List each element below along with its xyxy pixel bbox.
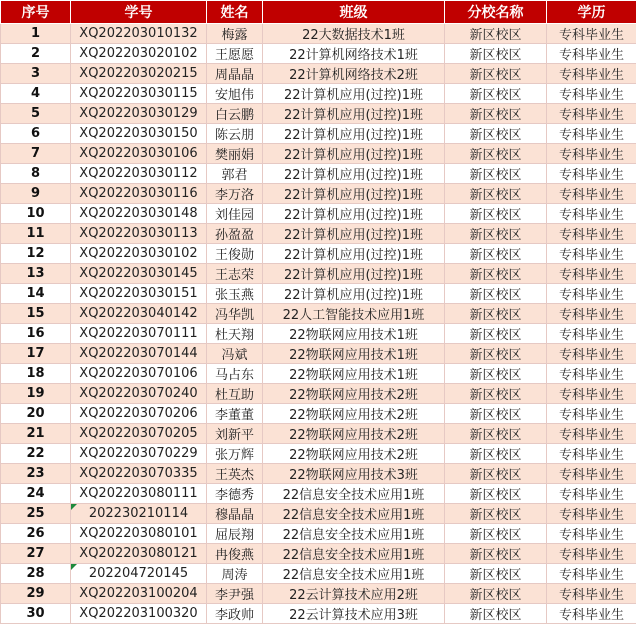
- cell-campus[interactable]: 新区校区: [445, 224, 547, 244]
- cell-campus[interactable]: 新区校区: [445, 484, 547, 504]
- cell-education[interactable]: 专科毕业生: [547, 84, 636, 104]
- cell-no[interactable]: 28: [1, 564, 71, 584]
- cell-campus[interactable]: 新区校区: [445, 604, 547, 624]
- cell-name[interactable]: 李万洛: [207, 184, 263, 204]
- header-row: [1, 1, 636, 24]
- cell-campus[interactable]: 新区校区: [445, 184, 547, 204]
- table-body: [1, 24, 636, 624]
- cell-campus[interactable]: 新区校区: [445, 324, 547, 344]
- table-row[interactable]: [1, 484, 636, 504]
- cell-class[interactable]: 22物联网应用技术2班: [263, 444, 445, 464]
- table-row[interactable]: [1, 224, 636, 244]
- cell-education[interactable]: 专科毕业生: [547, 104, 636, 124]
- cell-name[interactable]: 马占东: [207, 364, 263, 384]
- cell-no[interactable]: 27: [1, 544, 71, 564]
- table-row[interactable]: [1, 344, 636, 364]
- cell-name[interactable]: 陈云朋: [207, 124, 263, 144]
- table-row[interactable]: [1, 404, 636, 424]
- cell-campus[interactable]: 新区校区: [445, 104, 547, 124]
- cell-campus[interactable]: 新区校区: [445, 444, 547, 464]
- table-header: [1, 1, 636, 24]
- cell-education[interactable]: 专科毕业生: [547, 64, 636, 84]
- cell-education[interactable]: 专科毕业生: [547, 384, 636, 404]
- cell-student-id[interactable]: XQ202203080111: [71, 484, 207, 504]
- cell-education[interactable]: 专科毕业生: [547, 24, 636, 44]
- cell-name[interactable]: 刘佳园: [207, 204, 263, 224]
- table-row[interactable]: [1, 244, 636, 264]
- cell-education[interactable]: 专科毕业生: [547, 284, 636, 304]
- table-row[interactable]: [1, 504, 636, 524]
- cell-no[interactable]: 6: [1, 124, 71, 144]
- table-row[interactable]: [1, 44, 636, 64]
- cell-text: 202204720145: [88, 566, 189, 581]
- table-row[interactable]: [1, 264, 636, 284]
- cell-student-id[interactable]: XQ202203040142: [71, 304, 207, 324]
- cell-student-id[interactable]: XQ202203030148: [71, 204, 207, 224]
- cell-student-id[interactable]: XQ202203100320: [71, 604, 207, 624]
- cell-student-id[interactable]: XQ202203030151: [71, 284, 207, 304]
- cell-name[interactable]: 冯斌: [207, 344, 263, 364]
- table-row[interactable]: [1, 84, 636, 104]
- cell-no[interactable]: 10: [1, 204, 71, 224]
- cell-name[interactable]: 李董董: [207, 404, 263, 424]
- cell-no[interactable]: 23: [1, 464, 71, 484]
- cell-name[interactable]: 孙盈盈: [207, 224, 263, 244]
- cell-campus[interactable]: 新区校区: [445, 124, 547, 144]
- table-row[interactable]: [1, 424, 636, 444]
- cell-class[interactable]: 22物联网应用技术1班: [263, 344, 445, 364]
- table-row[interactable]: [1, 444, 636, 464]
- cell-student-id[interactable]: XQ202203030102: [71, 244, 207, 264]
- cell-campus[interactable]: 新区校区: [445, 584, 547, 604]
- cell-campus[interactable]: 新区校区: [445, 284, 547, 304]
- table-row[interactable]: [1, 384, 636, 404]
- cell-name[interactable]: 梅露: [207, 24, 263, 44]
- table-row[interactable]: [1, 284, 636, 304]
- table-row[interactable]: [1, 24, 636, 44]
- cell-education[interactable]: 专科毕业生: [547, 424, 636, 444]
- cell-student-id[interactable]: XQ202203080121: [71, 544, 207, 564]
- cell-class[interactable]: 22信息安全技术应用1班: [263, 484, 445, 504]
- cell-student-id[interactable]: XQ202203070144: [71, 344, 207, 364]
- cell-no[interactable]: 25: [1, 504, 71, 524]
- cell-class[interactable]: 22物联网应用技术2班: [263, 424, 445, 444]
- table-row[interactable]: [1, 564, 636, 584]
- cell-student-id[interactable]: XQ202203030115: [71, 84, 207, 104]
- cell-name[interactable]: 屈辰翔: [207, 524, 263, 544]
- cell-name[interactable]: 李政帅: [207, 604, 263, 624]
- cell-campus[interactable]: 新区校区: [445, 164, 547, 184]
- cell-education[interactable]: 专科毕业生: [547, 504, 636, 524]
- cell-campus[interactable]: 新区校区: [445, 64, 547, 84]
- cell-student-id[interactable]: XQ202203070205: [71, 424, 207, 444]
- error-indicator-icon: [71, 564, 77, 570]
- cell-campus[interactable]: 新区校区: [445, 424, 547, 444]
- cell-name[interactable]: 穆晶晶: [207, 504, 263, 524]
- cell-education[interactable]: 专科毕业生: [547, 524, 636, 544]
- cell-no[interactable]: 4: [1, 84, 71, 104]
- cell-campus[interactable]: 新区校区: [445, 544, 547, 564]
- cell-no[interactable]: 16: [1, 324, 71, 344]
- cell-no[interactable]: 24: [1, 484, 71, 504]
- cell-class[interactable]: 22计算机应用(过控)1班: [263, 104, 445, 124]
- cell-no[interactable]: 8: [1, 164, 71, 184]
- cell-class[interactable]: 22物联网应用技术1班: [263, 324, 445, 344]
- header-name[interactable]: 姓名: [207, 1, 263, 24]
- header-student-id[interactable]: 学号: [71, 1, 207, 24]
- cell-education[interactable]: 专科毕业生: [547, 324, 636, 344]
- cell-student-id[interactable]: XQ202203070240: [71, 384, 207, 404]
- cell-class[interactable]: 22物联网应用技术2班: [263, 404, 445, 424]
- cell-class[interactable]: 22计算机应用(过控)1班: [263, 184, 445, 204]
- cell-student-id[interactable]: XQ202203020215: [71, 64, 207, 84]
- cell-no[interactable]: 11: [1, 224, 71, 244]
- cell-no[interactable]: 13: [1, 264, 71, 284]
- cell-campus[interactable]: 新区校区: [445, 264, 547, 284]
- cell-name[interactable]: 李尹强: [207, 584, 263, 604]
- cell-student-id[interactable]: XQ202203080101: [71, 524, 207, 544]
- cell-name[interactable]: 冉俊燕: [207, 544, 263, 564]
- table-row[interactable]: [1, 304, 636, 324]
- cell-no[interactable]: 5: [1, 104, 71, 124]
- cell-education[interactable]: 专科毕业生: [547, 444, 636, 464]
- cell-name[interactable]: 郭君: [207, 164, 263, 184]
- cell-education[interactable]: 专科毕业生: [547, 164, 636, 184]
- cell-name[interactable]: 周晶晶: [207, 64, 263, 84]
- cell-student-id[interactable]: XQ202203030106: [71, 144, 207, 164]
- cell-campus[interactable]: 新区校区: [445, 204, 547, 224]
- cell-student-id[interactable]: XQ202203020102: [71, 44, 207, 64]
- cell-education[interactable]: 专科毕业生: [547, 124, 636, 144]
- cell-name[interactable]: 刘新平: [207, 424, 263, 444]
- table-row[interactable]: [1, 124, 636, 144]
- cell-student-id[interactable]: XQ202203070206: [71, 404, 207, 424]
- cell-name[interactable]: 王志荣: [207, 264, 263, 284]
- cell-student-id[interactable]: XQ202203070335: [71, 464, 207, 484]
- cell-no[interactable]: 1: [1, 24, 71, 44]
- header-campus[interactable]: 分校名称: [445, 1, 547, 24]
- cell-no[interactable]: 30: [1, 604, 71, 624]
- table-row[interactable]: [1, 324, 636, 344]
- cell-student-id[interactable]: XQ202203070229: [71, 444, 207, 464]
- cell-student-id[interactable]: XQ202203030112: [71, 164, 207, 184]
- cell-name[interactable]: 王愿愿: [207, 44, 263, 64]
- cell-education[interactable]: 专科毕业生: [547, 304, 636, 324]
- cell-name[interactable]: 李德秀: [207, 484, 263, 504]
- cell-campus[interactable]: 新区校区: [445, 144, 547, 164]
- cell-education[interactable]: 专科毕业生: [547, 344, 636, 364]
- cell-class[interactable]: 22计算机应用(过控)1班: [263, 244, 445, 264]
- table-row[interactable]: [1, 184, 636, 204]
- table-row[interactable]: [1, 464, 636, 484]
- cell-class[interactable]: 22信息安全技术应用1班: [263, 544, 445, 564]
- cell-student-id[interactable]: XQ202203070106: [71, 364, 207, 384]
- cell-class[interactable]: 22云计算技术应用2班: [263, 584, 445, 604]
- cell-class[interactable]: 22计算机网络技术1班: [263, 44, 445, 64]
- cell-student-id[interactable]: XQ202203070111: [71, 324, 207, 344]
- cell-education[interactable]: 专科毕业生: [547, 144, 636, 164]
- cell-no[interactable]: 3: [1, 64, 71, 84]
- cell-no[interactable]: 26: [1, 524, 71, 544]
- cell-student-id[interactable]: [71, 504, 207, 524]
- cell-education[interactable]: 专科毕业生: [547, 364, 636, 384]
- header-education[interactable]: 学历: [547, 1, 636, 24]
- cell-education[interactable]: 专科毕业生: [547, 464, 636, 484]
- cell-student-id[interactable]: XQ202203030129: [71, 104, 207, 124]
- error-indicator-icon: [71, 504, 77, 510]
- cell-campus[interactable]: 新区校区: [445, 564, 547, 584]
- cell-name[interactable]: 樊丽娟: [207, 144, 263, 164]
- cell-no[interactable]: 9: [1, 184, 71, 204]
- cell-no[interactable]: 21: [1, 424, 71, 444]
- cell-campus[interactable]: 新区校区: [445, 364, 547, 384]
- cell-campus[interactable]: 新区校区: [445, 244, 547, 264]
- cell-name[interactable]: 周涛: [207, 564, 263, 584]
- cell-campus[interactable]: 新区校区: [445, 304, 547, 324]
- cell-student-id[interactable]: [71, 564, 207, 584]
- table-row[interactable]: [1, 64, 636, 84]
- cell-class[interactable]: 22计算机应用(过控)1班: [263, 144, 445, 164]
- header-no[interactable]: 序号: [1, 1, 71, 24]
- table-row[interactable]: [1, 144, 636, 164]
- cell-class[interactable]: 22人工智能技术应用1班: [263, 304, 445, 324]
- cell-no[interactable]: 20: [1, 404, 71, 424]
- cell-class[interactable]: 22物联网应用技术1班: [263, 364, 445, 384]
- table-row[interactable]: [1, 544, 636, 564]
- cell-campus[interactable]: 新区校区: [445, 464, 547, 484]
- cell-campus[interactable]: 新区校区: [445, 344, 547, 364]
- cell-student-id[interactable]: XQ202203030145: [71, 264, 207, 284]
- cell-education[interactable]: 专科毕业生: [547, 204, 636, 224]
- cell-education[interactable]: 专科毕业生: [547, 44, 636, 64]
- cell-education[interactable]: 专科毕业生: [547, 184, 636, 204]
- cell-name[interactable]: 王英杰: [207, 464, 263, 484]
- cell-student-id[interactable]: XQ202203030150: [71, 124, 207, 144]
- cell-campus[interactable]: 新区校区: [445, 404, 547, 424]
- cell-class[interactable]: 22计算机应用(过控)1班: [263, 204, 445, 224]
- cell-name[interactable]: 冯华凯: [207, 304, 263, 324]
- cell-education[interactable]: 专科毕业生: [547, 564, 636, 584]
- cell-name[interactable]: 杜天翔: [207, 324, 263, 344]
- cell-class[interactable]: 22信息安全技术应用1班: [263, 504, 445, 524]
- table-row[interactable]: [1, 524, 636, 544]
- cell-class[interactable]: 22信息安全技术应用1班: [263, 564, 445, 584]
- cell-no[interactable]: 18: [1, 364, 71, 384]
- cell-no[interactable]: 22: [1, 444, 71, 464]
- table-row[interactable]: [1, 204, 636, 224]
- cell-education[interactable]: 专科毕业生: [547, 404, 636, 424]
- header-class[interactable]: 班级: [263, 1, 445, 24]
- cell-student-id[interactable]: XQ202203030116: [71, 184, 207, 204]
- cell-no[interactable]: 7: [1, 144, 71, 164]
- cell-name[interactable]: 杜互助: [207, 384, 263, 404]
- table-row[interactable]: [1, 584, 636, 604]
- cell-campus[interactable]: 新区校区: [445, 84, 547, 104]
- cell-class[interactable]: 22计算机应用(过控)1班: [263, 124, 445, 144]
- cell-class[interactable]: 22计算机应用(过控)1班: [263, 264, 445, 284]
- cell-education[interactable]: 专科毕业生: [547, 224, 636, 244]
- cell-education[interactable]: 专科毕业生: [547, 264, 636, 284]
- cell-no[interactable]: 19: [1, 384, 71, 404]
- cell-name[interactable]: 安旭伟: [207, 84, 263, 104]
- cell-campus[interactable]: 新区校区: [445, 384, 547, 404]
- cell-no[interactable]: 15: [1, 304, 71, 324]
- table-row[interactable]: [1, 364, 636, 384]
- cell-name[interactable]: 白云鹏: [207, 104, 263, 124]
- cell-class[interactable]: 22计算机应用(过控)1班: [263, 224, 445, 244]
- cell-class[interactable]: 22计算机应用(过控)1班: [263, 84, 445, 104]
- cell-campus[interactable]: 新区校区: [445, 24, 547, 44]
- cell-education[interactable]: 专科毕业生: [547, 544, 636, 564]
- cell-no[interactable]: 17: [1, 344, 71, 364]
- table-row[interactable]: [1, 104, 636, 124]
- cell-education[interactable]: 专科毕业生: [547, 604, 636, 624]
- cell-student-id[interactable]: XQ202203030113: [71, 224, 207, 244]
- cell-no[interactable]: 12: [1, 244, 71, 264]
- cell-student-id[interactable]: XQ202203010132: [71, 24, 207, 44]
- table-row[interactable]: [1, 164, 636, 184]
- cell-class[interactable]: 22物联网应用技术3班: [263, 464, 445, 484]
- cell-class[interactable]: 22信息安全技术应用1班: [263, 524, 445, 544]
- cell-campus[interactable]: 新区校区: [445, 504, 547, 524]
- cell-campus[interactable]: 新区校区: [445, 44, 547, 64]
- cell-no[interactable]: 2: [1, 44, 71, 64]
- cell-class[interactable]: 22计算机应用(过控)1班: [263, 164, 445, 184]
- cell-name[interactable]: 王俊勋: [207, 244, 263, 264]
- cell-class[interactable]: 22物联网应用技术2班: [263, 384, 445, 404]
- cell-student-id[interactable]: XQ202203100204: [71, 584, 207, 604]
- cell-education[interactable]: 专科毕业生: [547, 584, 636, 604]
- cell-text: 202230210114: [88, 506, 189, 521]
- cell-class[interactable]: 22计算机网络技术2班: [263, 64, 445, 84]
- cell-education[interactable]: 专科毕业生: [547, 244, 636, 264]
- cell-no[interactable]: 29: [1, 584, 71, 604]
- cell-no[interactable]: 14: [1, 284, 71, 304]
- cell-education[interactable]: 专科毕业生: [547, 484, 636, 504]
- table-row[interactable]: [1, 604, 636, 624]
- cell-name[interactable]: 张玉燕: [207, 284, 263, 304]
- cell-class[interactable]: 22计算机应用(过控)1班: [263, 284, 445, 304]
- cell-campus[interactable]: 新区校区: [445, 524, 547, 544]
- cell-name[interactable]: 张万辉: [207, 444, 263, 464]
- cell-class[interactable]: 22大数据技术1班: [263, 24, 445, 44]
- cell-class[interactable]: 22云计算技术应用3班: [263, 604, 445, 624]
